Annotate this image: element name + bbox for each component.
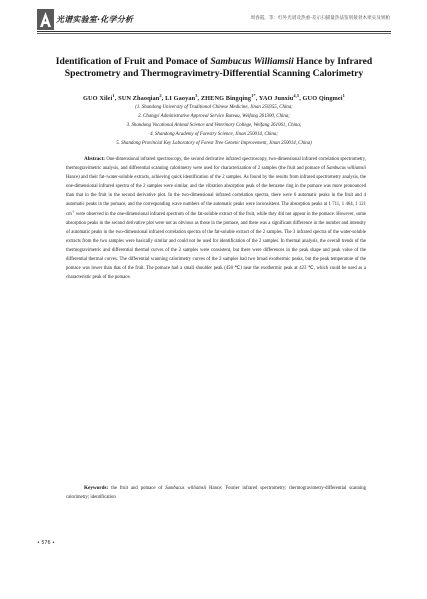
header-rule-thick <box>37 31 391 32</box>
author-list: GUO Xilei$^1$, SUN Zhaoqian$^2$, LI Gaoyan$^3$, ZHENG Bingqing$^{1*}$, YAO Junxiu$^{4,5}$, GUO Qingmei$^1$ <box>83 92 345 102</box>
abstract-species: Sambucus williamsii <box>326 166 366 172</box>
keywords-species: Sambucus williamsii <box>165 486 207 491</box>
keywords-label: Keywords: <box>84 485 109 491</box>
abstract-text-2: Hance) and their fat-/water-soluble extracts, achieving quick identification of the 2 samples. As found by the results from infrared spectrometry analysis, the one-dimensional infrared spectra of the 2 samples were similar, and the vibration absorption peak of the benzene ring in the pomace was more pronounced than that in the fruit in the second derivative plot. In the two-dimensional infrared correlation spectra, there were 6 automatic peaks in the fruit and 4 automatic peaks in the pomace, and the corresponding wave numbers of the automatic peaks were inconsistent. The absorption peaks at 1 711, 1 464, 1 121 cm <box>66 175 366 217</box>
running-head: 周春霞，等：红外光谱及热重-差示扫描量热法鉴别接骨木果实及果粕 <box>250 16 390 21</box>
keywords-text-1: the fruit and pomace of <box>108 486 166 491</box>
author-6-affil: 1 <box>342 92 345 98</box>
author-4-affil: 1* <box>251 92 256 98</box>
page-header <box>0 0 427 42</box>
abstract-text-3: were observed in the one-dimensional infrared spectrum of the fat-soluble extract of the fruit, while they did not appear in the pomace. However, some absorption peaks in the second derivative plot were not as obvious as those in the pomace, and there was a significant difference in the number and intensity of automatic peaks in the two-dimensional infrared correlation spectra of the fat-soluble extract of the 2 samples. The 3 infrared spectra of the water-soluble extracts from the two samples were basically similar and could not be used for identification of the 2 samples. In thermal analysis, the overall trends of the thermogravimetric and differential thermal curves of the 2 samples were consistent, but there were differences in the peak shape and peak value of the differential thermal curves. The differential scanning calorimetry curves of the 2 samples had two broad exothermic peaks, but the peak temperature of the pomace was lower than that of the fruit. The pomace had a small shoulder peak (458 ℃) near the exothermic peak at 423 ℃, which could be used as a characteristic peak of the pomace. <box>66 211 366 281</box>
author-2-affil: 2 <box>159 92 162 98</box>
paper-title <box>37 56 391 81</box>
affiliation-line: (1. Shandong University of Traditional Chinese Medicine, Jinan 250355, China; <box>135 105 293 110</box>
author-4: ZHENG Bingqing <box>200 95 252 102</box>
author-1: GUO Xilei <box>83 95 113 102</box>
title-line2: Spectrometry and Thermogravimetry-Differential Scanning Calorimetry <box>64 68 364 80</box>
affiliation-line: 2. Changyi Administrative Approval Service Bureau, Weifang 261300, China; <box>138 113 290 119</box>
author-2: SUN Zhaoqian <box>118 95 160 102</box>
affiliation-line: 5. Shandong Provincial Key Laboratory of Forest Tree Genetic Improvement, Jinan 250014, China) <box>116 140 312 146</box>
journal-logo-icon <box>37 9 54 30</box>
abstract-text-1: One-dimensional infrared spectroscopy, the second derivative infrared spectroscopy, two-dimensional infrared correlation spectrometry, thermogravimetric analysis, and differential scanning calorimetry were used for characterization of 2 samples (the fruit and pomace of <box>66 157 367 172</box>
page-number: • 576 • <box>37 541 55 546</box>
author-1-affil: 1 <box>112 92 115 98</box>
keywords-text-2: Hance; Fourier infrared spectrometry; thermogravimetry-differential scanning calorimetry; identification <box>66 486 366 501</box>
abstract-label: Abstract: <box>84 156 106 162</box>
author-3-affil: 3 <box>195 92 198 98</box>
title-species: Sambucus Williamsii <box>210 56 294 67</box>
affiliation-line: 3. Shandong Vocational Animal Science and Veterinary College, Weifang 261061, China; <box>126 122 302 128</box>
journal-name: 光谱实验室·化学分析 <box>56 15 134 24</box>
header-rule-thin <box>37 33 391 34</box>
affiliation-list <box>37 104 391 149</box>
abstract-unit-sup: -1 <box>71 208 75 213</box>
author-5: YAO Junxiu <box>258 95 294 102</box>
title-line1-a: Identification of Fruit and Pomace of <box>55 56 211 67</box>
title-line1-b: Hance by Infrared <box>293 56 373 67</box>
author-3: LI Gaoyan <box>165 95 196 102</box>
author-5-affil: 4,5 <box>293 92 300 98</box>
affiliation-line: 4. Shandong Academy of Forestry Science, Jinan 250014, China; <box>150 131 278 137</box>
abstract <box>66 155 366 282</box>
author-6: GUO Qingmei <box>302 95 343 102</box>
keywords <box>66 484 366 502</box>
